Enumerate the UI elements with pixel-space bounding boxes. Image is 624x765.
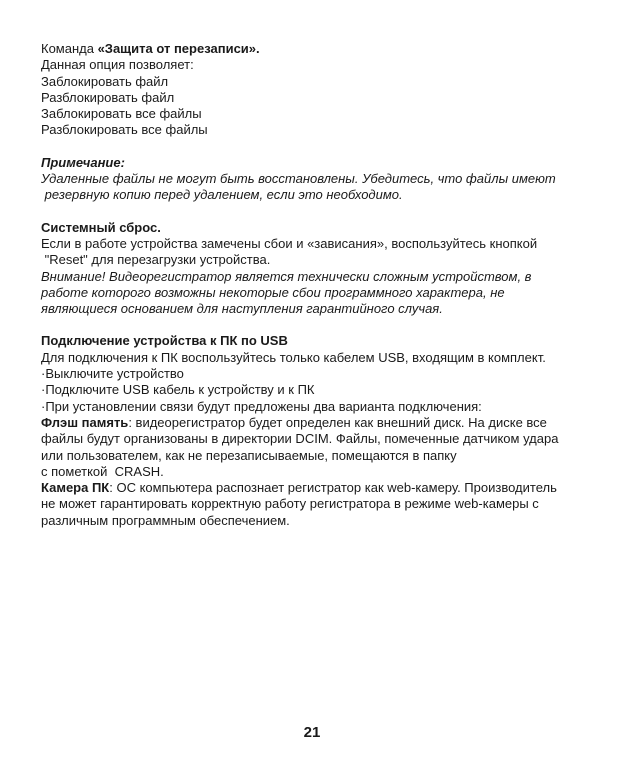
- flash-memory-line: с пометкой CRASH.: [41, 463, 164, 479]
- options-intro: Данная опция позволяет:: [41, 57, 194, 73]
- note-heading: Примечание:: [41, 154, 125, 170]
- flash-memory-line: Флэш память: видеорегистратор будет определен как внешний диск. На диске все: [41, 414, 547, 430]
- option-unlock-file: Разблокировать файл: [41, 89, 175, 105]
- reset-line: "Reset" для перезагрузки устройства.: [41, 252, 271, 268]
- note-line: резервную копию перед удалением, если это необходимо.: [41, 187, 403, 203]
- web-camera-line: не может гарантировать корректную работу регистратора в режиме web-камеры с: [41, 496, 539, 512]
- web-camera-label: Камера ПК: [41, 480, 110, 496]
- warning-line: работе которого возможны некоторые сбои программного характера, не: [41, 284, 505, 300]
- reset-heading: Системный сброс.: [41, 219, 161, 235]
- option-lock-file: Заблокировать файл: [41, 73, 169, 89]
- usb-heading: Подключение устройства к ПК по USB: [41, 333, 288, 349]
- option-lock-all-files: Заблокировать все файлы: [41, 106, 202, 122]
- page-number: 21: [303, 724, 321, 741]
- warning-line: Внимание! Видеорегистратор является технически сложным устройством, в: [41, 268, 532, 284]
- usb-intro: Для подключения к ПК воспользуйтесь только кабелем USB, входящим в комплект.: [41, 349, 546, 365]
- note-line: Удаленные файлы не могут быть восстановлены. Убедитесь, что файлы имеют: [41, 171, 556, 187]
- flash-memory-line: файлы будут организованы в директории DCIM. Файлы, помеченные датчиком удара: [41, 431, 559, 447]
- usb-step: ·Подключите USB кабель к устройству и к ПК: [41, 382, 315, 398]
- usb-step: ·При установлении связи будут предложены два варианта подключения:: [41, 398, 482, 414]
- flash-memory-label: Флэш память: [41, 414, 129, 430]
- usb-step: ·Выключите устройство: [41, 366, 184, 382]
- option-unlock-all-files: Разблокировать все файлы: [41, 122, 208, 138]
- manual-page: [41, 41, 601, 529]
- warning-line: являющиеся основанием для наступления гарантийного случая.: [41, 301, 443, 317]
- reset-line: Если в работе устройства замечены сбои и «зависания», воспользуйтесь кнопкой: [41, 235, 538, 251]
- flash-memory-line: или пользователем, как не перезаписываемые, помещаются в папку: [41, 447, 457, 463]
- web-camera-line: различным программным обеспечением.: [41, 512, 290, 528]
- web-camera-line: Камера ПК: ОС компьютера распознает регистратор как web-камеру. Производитель: [41, 480, 557, 496]
- section-title-write-protect: Команда «Защита от перезаписи».: [41, 41, 260, 56]
